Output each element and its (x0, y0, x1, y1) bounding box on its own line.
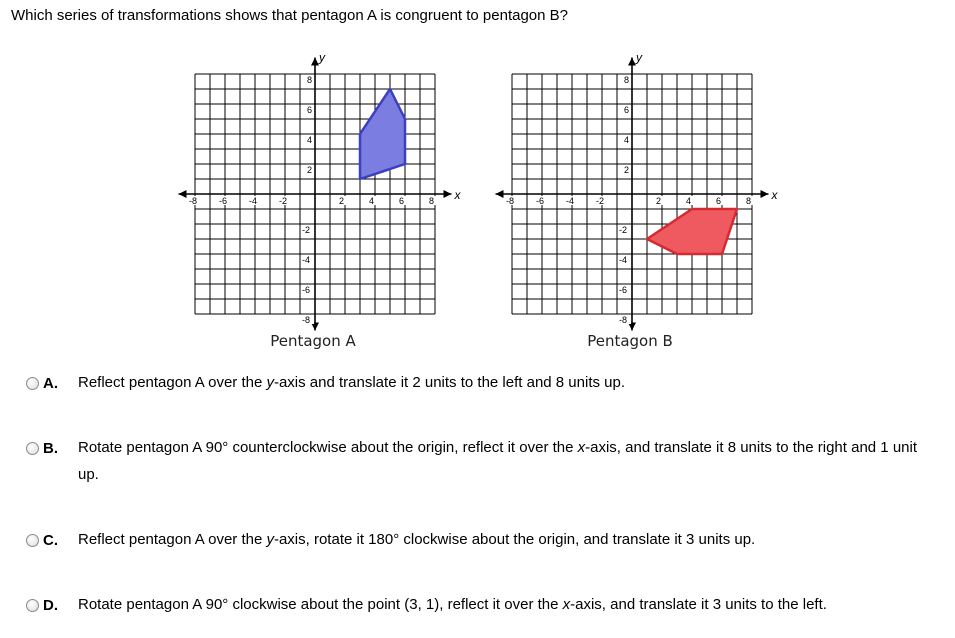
x-tick-label: -4 (249, 196, 258, 206)
option-text: Reflect pentagon A over the y-axis and translate it 2 units to the left and 8 units up. (78, 374, 626, 391)
x-tick-label: -2 (596, 196, 605, 206)
x-tick-label: -4 (566, 196, 575, 206)
y-axis-arrow-up (628, 58, 636, 66)
y-axis-arrow-up (311, 58, 319, 66)
option-text: Rotate pentagon A 90° clockwise about the point (3, 1), reflect it over the x-axis, and translate it 3 units to the left. (78, 596, 827, 613)
x-tick-label: -6 (219, 196, 228, 206)
coordinate-plane-b (487, 42, 787, 332)
coordinate-plane-a (170, 42, 470, 332)
x-axis-arrow-left (496, 190, 504, 198)
pentagon-shape (360, 89, 405, 179)
y-tick-label: -4 (619, 255, 628, 265)
x-axis-arrow-right (444, 190, 452, 198)
y-tick-label: -6 (302, 285, 311, 295)
radio-option-d[interactable] (26, 599, 39, 612)
y-tick-label: -8 (619, 315, 628, 325)
caption-pentagon-a: Pentagon A (270, 332, 356, 350)
y-tick-label: -2 (619, 225, 628, 235)
y-axis-label: y (319, 50, 325, 65)
radio-option-c[interactable] (26, 534, 39, 547)
x-tick-label: 6 (399, 196, 405, 206)
radio-option-a[interactable] (26, 377, 39, 390)
x-tick-label: -2 (279, 196, 288, 206)
radio-option-b[interactable] (26, 442, 39, 455)
y-tick-label: -6 (619, 285, 628, 295)
option-text: Rotate pentagon A 90° counterclockwise about the origin, reflect it over the x-axis, and translate it 8 units to the right and 1 unit up. (78, 439, 918, 483)
y-axis-label: y (636, 50, 642, 65)
x-tick-label: -8 (189, 196, 198, 206)
option-text: Reflect pentagon A over the y-axis, rotate it 180° clockwise about the origin, and translate it 3 units up. (78, 531, 756, 548)
x-axis-arrow-left (179, 190, 187, 198)
x-tick-label: 4 (369, 196, 375, 206)
x-tick-label: 4 (686, 196, 692, 206)
x-tick-label: 8 (429, 196, 435, 206)
option-letter: D. (43, 597, 58, 614)
y-tick-label: -4 (302, 255, 311, 265)
x-axis-label: x (771, 188, 778, 202)
y-tick-label: 8 (624, 75, 630, 85)
x-tick-label: -8 (506, 196, 515, 206)
y-tick-label: 8 (307, 75, 313, 85)
pentagon-shape (647, 209, 737, 254)
x-axis-label: x (454, 188, 461, 202)
y-tick-label: 4 (624, 135, 630, 145)
y-tick-label: 2 (624, 165, 630, 175)
x-tick-label: 2 (339, 196, 345, 206)
x-axis-arrow-right (761, 190, 769, 198)
option-letter: C. (43, 532, 58, 549)
option-letter: A. (43, 375, 58, 392)
y-tick-label: 6 (307, 105, 313, 115)
graph-pentagon-b (487, 42, 787, 332)
y-tick-label: 2 (307, 165, 313, 175)
y-tick-label: 4 (307, 135, 313, 145)
graph-pentagon-a (170, 42, 470, 332)
y-tick-label: 6 (624, 105, 630, 115)
x-tick-label: 2 (656, 196, 662, 206)
x-tick-label: 6 (716, 196, 722, 206)
x-tick-label: 8 (746, 196, 752, 206)
x-tick-label: -6 (536, 196, 545, 206)
option-letter: B. (43, 440, 58, 457)
y-tick-label: -8 (302, 315, 311, 325)
question-text: Which series of transformations shows that pentagon A is congruent to pentagon B? (11, 7, 568, 24)
caption-pentagon-b: Pentagon B (587, 332, 673, 350)
y-tick-label: -2 (302, 225, 311, 235)
